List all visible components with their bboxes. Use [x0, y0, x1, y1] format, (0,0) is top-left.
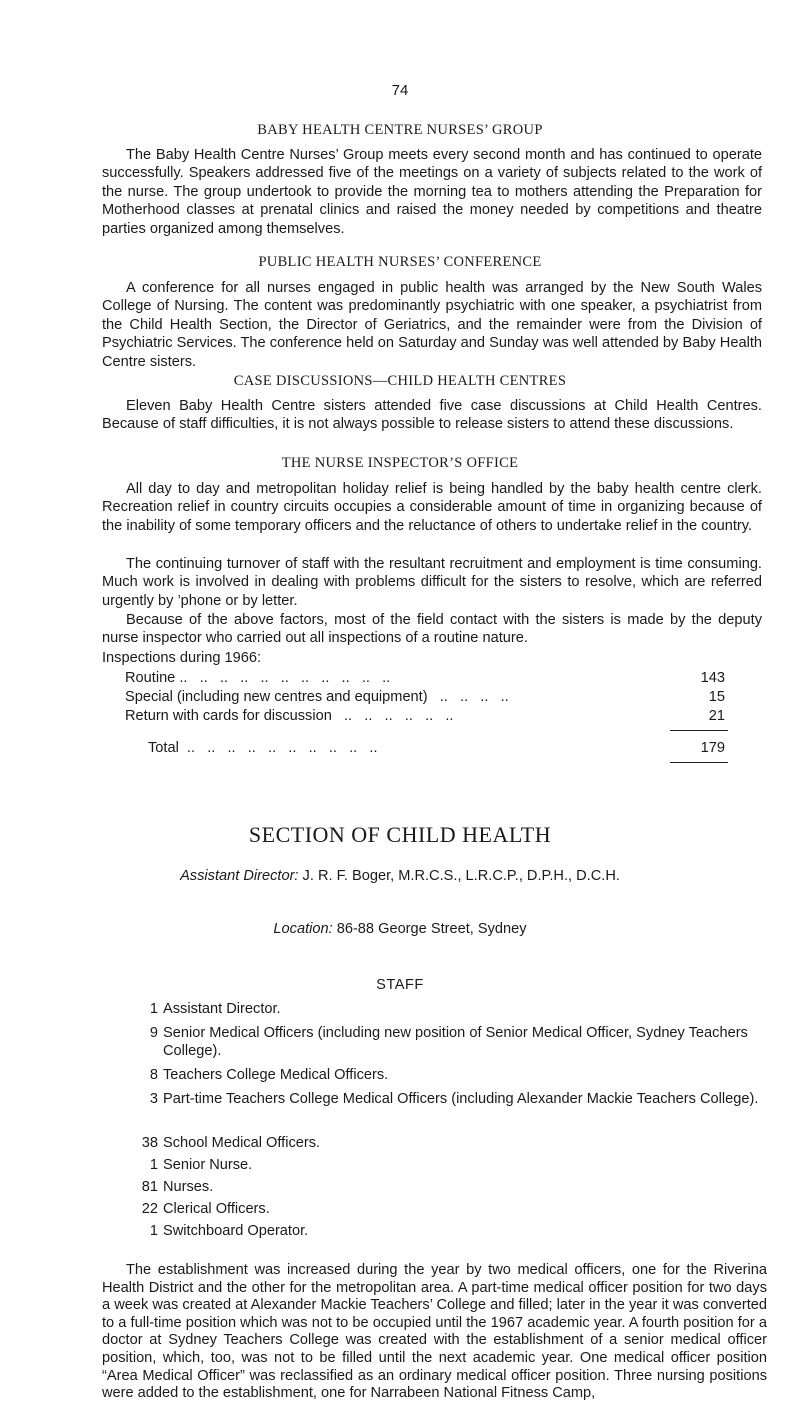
location-value: 86-88 George Street, Sydney: [336, 921, 527, 937]
inspection-value: 15: [708, 689, 725, 705]
paragraph-deputy-inspector: Because of the above factors, most of the field contact with the sisters is made by the deputy nurse inspector who carried out all inspections of a routine nature.: [102, 612, 762, 647]
staff-count: 8: [149, 1067, 158, 1083]
staff-text: Teachers College Medical Officers.: [163, 1067, 389, 1083]
staff-count: 38: [141, 1135, 158, 1151]
staff-text: Assistant Director.: [163, 1001, 281, 1017]
paragraph-nurses-group: The Baby Health Centre Nurses’ Group meets every second month and has continued to operate successfully. Speakers addressed five of the meetings on a variety of subjects related to the work of the nurse. The group undertook to provide the morning tea to mothers attending the Preparation for Motherhood classes at prenatal clinics and raised the money needed by competitions and theatre parties organized among themselves.: [102, 147, 762, 237]
inspections-title: Inspections during 1966:: [102, 650, 262, 666]
paragraph-turnover: The continuing turnover of staff with the resultant recruitment and employment is time consuming. Much work is involved in dealing with problems difficult for the sisters to resolve, which are referred urgently by ’phone or by letter.: [102, 556, 762, 609]
heading-baby-health-nurses-group: BABY HEALTH CENTRE NURSES’ GROUP: [257, 122, 543, 138]
assistant-director-line: [0, 868, 800, 884]
assistant-director-name: J. R. F. Boger, M.R.C.S., L.R.C.P., D.P.H., D.C.H.: [302, 868, 620, 884]
staff-count: 1: [149, 1001, 158, 1017]
inspection-total-value: 179: [700, 740, 725, 756]
inspection-total-row: [148, 740, 725, 758]
inspection-total-label: Total .. .. .. .. .. .. .. .. .. ..: [148, 740, 378, 756]
assistant-director-label: Assistant Director:: [180, 868, 299, 884]
staff-text: Clerical Officers.: [163, 1201, 270, 1217]
staff-text: School Medical Officers.: [163, 1135, 321, 1151]
staff-text: Nurses.: [163, 1179, 214, 1195]
staff-text: Switchboard Operator.: [163, 1223, 309, 1239]
staff-text: Part-time Teachers College Medical Officers (including Alexander Mackie Teachers College).: [163, 1091, 759, 1107]
staff-count: 81: [141, 1179, 158, 1195]
inspection-row: [125, 708, 725, 726]
inspection-label: Special (including new centres and equipment) .. .. .. ..: [125, 689, 509, 705]
paragraph-relief: All day to day and metropolitan holiday relief is being handled by the baby health centre clerk. Recreation relief in country circuits occupies a considerable amount of time in organizing because of the inability of some temporary officers and the reluctance of others to undertake relief in the country.: [102, 481, 762, 534]
staff-count: 3: [149, 1091, 158, 1107]
staff-count: 22: [141, 1201, 158, 1217]
location-line: [0, 921, 800, 937]
inspection-value: 21: [708, 708, 725, 724]
heading-case-discussions: CASE DISCUSSIONS—CHILD HEALTH CENTRES: [233, 373, 567, 389]
location-label: Location:: [273, 921, 333, 937]
paragraph-case-discussions: Eleven Baby Health Centre sisters attended five case discussions at Child Health Centres. Because of staff difficulties, it is not always possible to release sisters to attend these discussions.: [102, 398, 762, 433]
paragraph-conference: A conference for all nurses engaged in public health was arranged by the New South Wales College of Nursing. The content was predominantly psychiatric with one speaker, a psychiatrist from the Child Health Section, the Director of Geriatrics, and the remainder were from the Division of Psychiatric Services. The conference held on Saturday and Sunday was well attended by Baby Health Centre sisters.: [102, 280, 762, 370]
heading-nurse-inspector-office: THE NURSE INSPECTOR’S OFFICE: [281, 455, 519, 471]
staff-heading: STAFF: [376, 977, 424, 993]
total-rule-bottom: [670, 762, 728, 763]
inspection-label: Return with cards for discussion .. .. .. .. .. ..: [125, 708, 454, 724]
staff-count: 9: [149, 1025, 158, 1041]
closing-paragraph: The establishment was increased during the year by two medical officers, one for the Riverina Health District and the other for the metropolitan area. A part-time medical officer position for two days a week was created at Alexander Mackie Teachers’ College and filled; later in the year it was converted to a full-time position which was not to be occupied until the 1967 academic year. A fourth position for a doctor at Sydney Teachers College was created with the establishment of a senior medical officer position, which, too, was not to be filled until the next academic year. One medical officer position “Area Medical Officer” was reclassified as an ordinary medical officer position. Three nursing positions were added to the establishment, one for Narrabeen National Fitness Camp,: [102, 1262, 767, 1402]
staff-text: Senior Medical Officers (including new position of Senior Medical Officer, Sydney Teachers College).: [163, 1025, 748, 1060]
total-rule-top: [670, 730, 728, 731]
inspection-value: 143: [700, 670, 725, 686]
inspection-row: [125, 689, 725, 707]
section-title: SECTION OF CHILD HEALTH: [248, 822, 552, 847]
page-number: 74: [391, 82, 409, 99]
staff-text: Senior Nurse.: [163, 1157, 253, 1173]
inspection-label: Routine .. .. .. .. .. .. .. .. .. .. ..: [125, 670, 391, 686]
staff-count: 1: [149, 1223, 158, 1239]
inspection-row: [125, 670, 725, 688]
heading-public-health-conference: PUBLIC HEALTH NURSES’ CONFERENCE: [258, 254, 542, 270]
staff-count: 1: [149, 1157, 158, 1173]
